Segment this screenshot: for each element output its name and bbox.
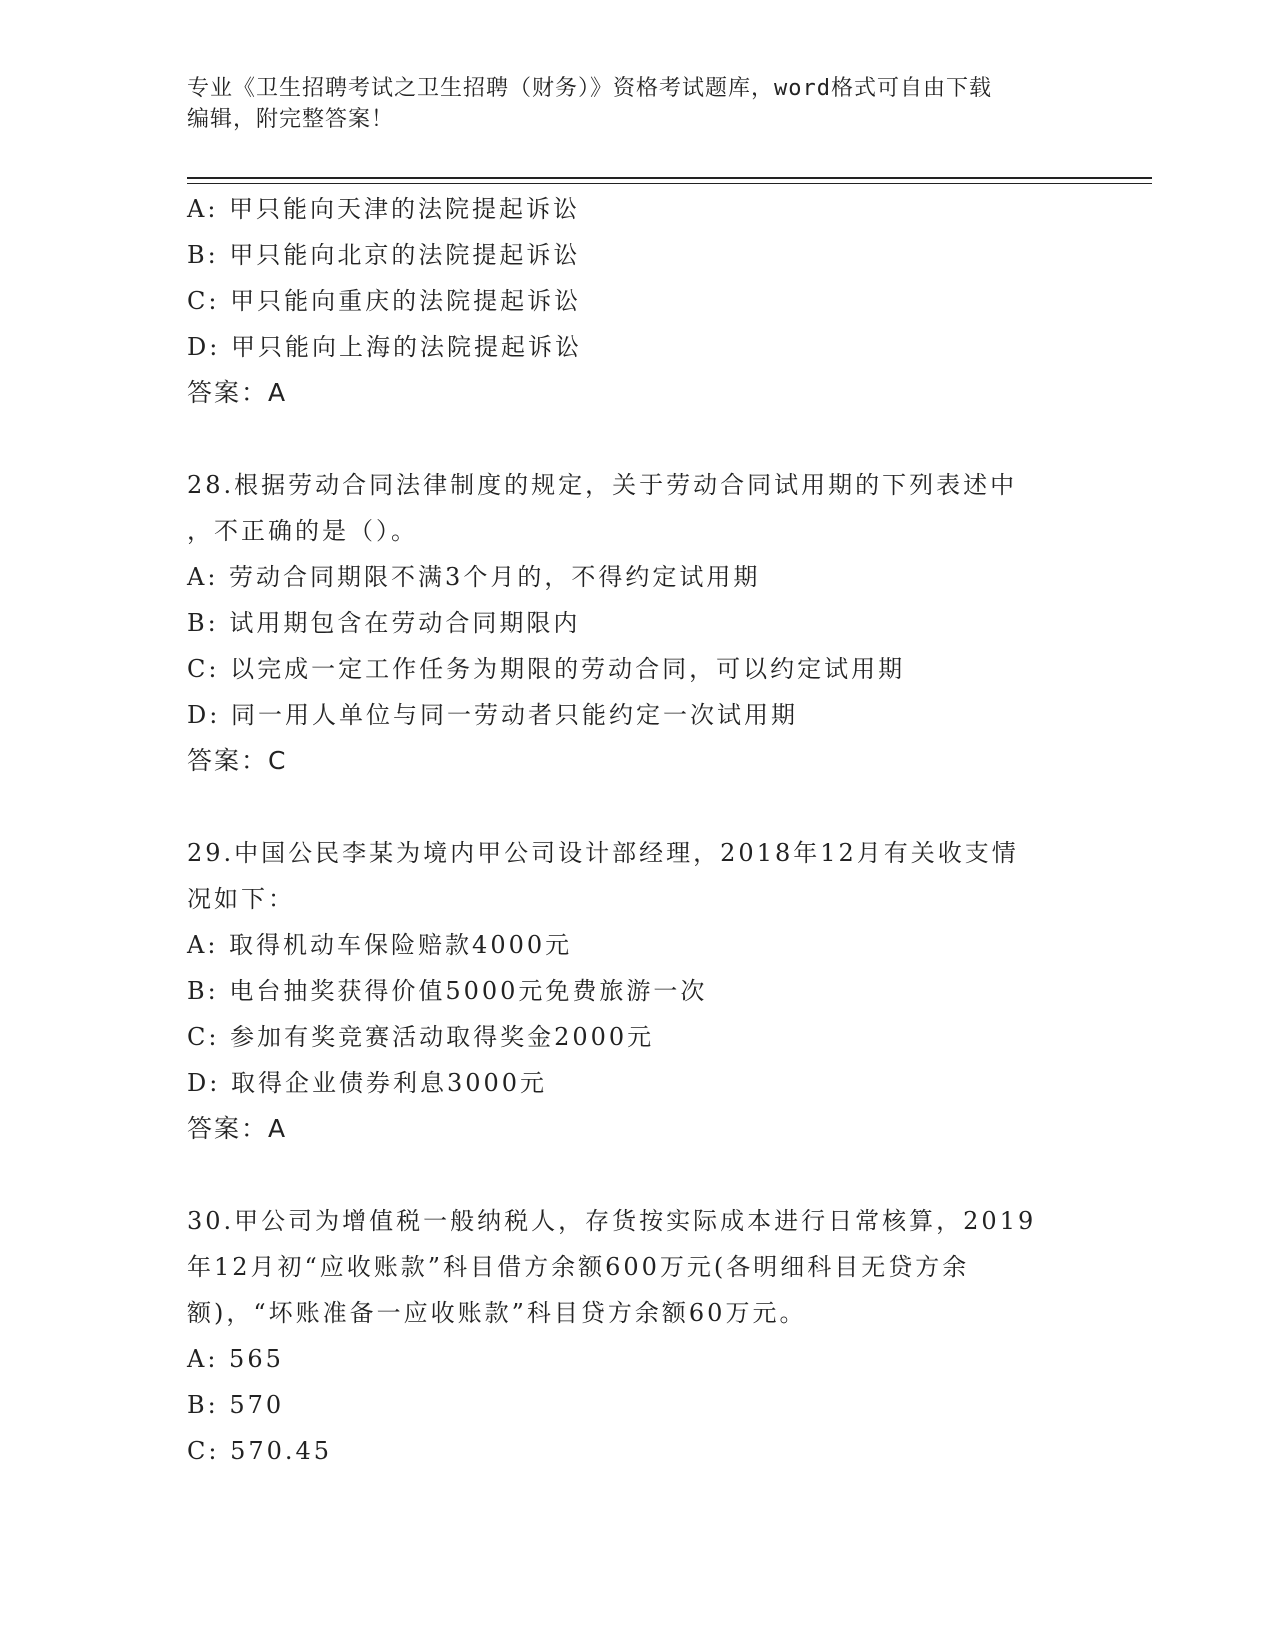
header-line-1: 专业《卫生招聘考试之卫生招聘（财务）》资格考试题库，word格式可自由下载 <box>187 76 992 101</box>
header-rule-thick <box>187 177 1152 179</box>
q29-option-c: C: 参加有奖竞赛活动取得奖金2000元 <box>187 1023 655 1051</box>
q28-stem-line-1: 28.根据劳动合同法律制度的规定，关于劳动合同试用期的下列表述中 <box>187 471 1018 499</box>
question-list <box>187 186 1087 1474</box>
q29-answer: 答案：A <box>187 1114 288 1143</box>
q30-stem-line-1: 30.甲公司为增值税一般纳税人，存货按实际成本进行日常核算，2019 <box>187 1207 1037 1235</box>
q30-option-a: A: 565 <box>187 1345 284 1373</box>
spacer <box>187 1152 1087 1198</box>
q29-option-d: D: 取得企业债券利息3000元 <box>187 1069 548 1097</box>
q28-option-b: B: 试用期包含在劳动合同期限内 <box>187 609 581 637</box>
spacer <box>187 416 1087 462</box>
q29-stem-line-2: 况如下： <box>187 885 295 913</box>
q29-option-b: B: 电台抽奖获得价值5000元免费旅游一次 <box>187 977 708 1005</box>
q27-option-a: A: 甲只能向天津的法院提起诉讼 <box>187 195 581 223</box>
q28-option-a: A: 劳动合同期限不满3个月的，不得约定试用期 <box>187 563 761 591</box>
spacer <box>187 784 1087 830</box>
q27-option-c: C: 甲只能向重庆的法院提起诉讼 <box>187 287 582 315</box>
q30-stem-line-3: 额)，“坏账准备一应收账款”科目贷方余额60万元。 <box>187 1299 807 1327</box>
header-line-2: 编辑，附完整答案！ <box>187 107 395 132</box>
q30-option-c: C: 570.45 <box>187 1437 333 1465</box>
q29-stem-line-1: 29.中国公民李某为境内甲公司设计部经理，2018年12月有关收支情 <box>187 839 1019 867</box>
q28-option-c: C: 以完成一定工作任务为期限的劳动合同，可以约定试用期 <box>187 655 906 683</box>
q29-option-a: A: 取得机动车保险赔款4000元 <box>187 931 573 959</box>
q27-option-d: D: 甲只能向上海的法院提起诉讼 <box>187 333 582 361</box>
q28-stem-line-2: ，不正确的是（）。 <box>187 517 418 545</box>
q27-option-b: B: 甲只能向北京的法院提起诉讼 <box>187 241 581 269</box>
q28-option-d: D: 同一用人单位与同一劳动者只能约定一次试用期 <box>187 701 798 729</box>
q28-answer: 答案：C <box>187 746 288 775</box>
q30-stem-line-2: 年12月初“应收账款”科目借方余额600万元(各明细科目无贷方余 <box>187 1253 970 1281</box>
header-rule-thin <box>187 183 1152 184</box>
question-30-block <box>187 1198 1087 1474</box>
question-29-block <box>187 830 1087 1152</box>
question-27-block <box>187 186 1087 416</box>
q30-option-b: B: 570 <box>187 1391 285 1419</box>
document-header <box>187 73 1067 135</box>
question-28-block <box>187 462 1087 784</box>
q27-answer: 答案：A <box>187 378 288 407</box>
